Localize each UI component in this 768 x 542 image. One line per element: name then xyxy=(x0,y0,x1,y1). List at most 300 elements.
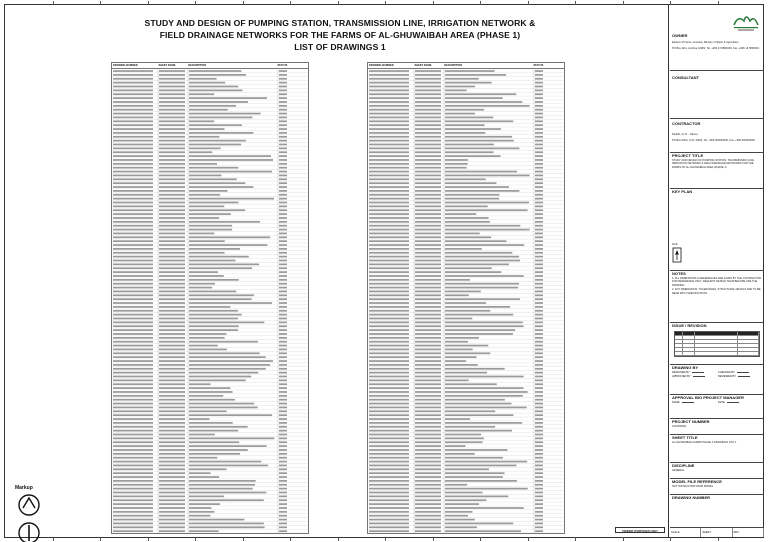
table-row xyxy=(368,352,564,355)
table-row xyxy=(368,461,564,464)
table-row xyxy=(112,449,308,452)
table-row xyxy=(368,267,564,270)
consultant-section xyxy=(670,71,764,119)
table-row xyxy=(368,488,564,491)
table-row xyxy=(368,202,564,205)
notes-section xyxy=(670,271,764,323)
table-row xyxy=(368,252,564,255)
border-tick xyxy=(718,537,719,541)
table-row xyxy=(112,175,308,178)
table-row xyxy=(112,407,308,410)
consultant-title: CONSULTANT xyxy=(672,75,699,80)
table-row xyxy=(368,499,564,502)
table-row xyxy=(112,109,308,112)
table-row xyxy=(368,403,564,406)
reviewed-by-label: REVIEWED BY xyxy=(718,375,737,379)
table-row xyxy=(368,159,564,162)
table-row xyxy=(368,480,564,483)
table-row xyxy=(112,236,308,239)
table-row xyxy=(112,291,308,294)
col-drawing-number: DRAWING NUMBER xyxy=(113,64,138,67)
signature-row xyxy=(670,375,764,379)
north-label: North xyxy=(672,243,678,246)
table-row xyxy=(112,337,308,340)
table-row xyxy=(368,271,564,274)
table-row xyxy=(112,298,308,301)
table-row xyxy=(368,93,564,96)
approval-section xyxy=(670,395,764,419)
table-row xyxy=(112,376,308,379)
table-row xyxy=(112,287,308,290)
table-row xyxy=(368,97,564,100)
table-row xyxy=(368,298,564,301)
table-row xyxy=(368,434,564,437)
table-row xyxy=(368,484,564,487)
table-row xyxy=(368,155,564,158)
table-row xyxy=(368,283,564,286)
table-row xyxy=(368,372,564,375)
table-row xyxy=(368,233,564,236)
table-row xyxy=(112,198,308,201)
table-row xyxy=(112,271,308,274)
table-row xyxy=(112,379,308,382)
markup-label: Markup xyxy=(15,485,33,491)
table-row xyxy=(368,120,564,123)
table-row xyxy=(112,426,308,429)
table-row xyxy=(112,275,308,278)
table-row xyxy=(368,329,564,332)
table-row xyxy=(368,74,564,77)
drawing-title xyxy=(105,17,575,53)
table-row xyxy=(368,407,564,410)
border-tick xyxy=(53,537,54,541)
table-row xyxy=(368,426,564,429)
table-row xyxy=(112,356,308,359)
table-row xyxy=(368,414,564,417)
table-row xyxy=(368,441,564,444)
checked-by-label: CHECKED BY xyxy=(718,371,735,374)
table-row xyxy=(112,368,308,371)
table-row xyxy=(368,337,564,340)
sheet-info-cells xyxy=(670,527,764,537)
border-tick xyxy=(623,537,624,541)
reviewed-by xyxy=(718,375,764,379)
table-row xyxy=(112,101,308,104)
table-row xyxy=(112,244,308,247)
drawing-area xyxy=(5,5,669,537)
border-tick xyxy=(338,537,339,541)
drawing-list-table-left xyxy=(111,62,309,534)
table-row xyxy=(368,78,564,81)
table-row xyxy=(112,468,308,471)
table-row xyxy=(112,248,308,251)
table-row xyxy=(368,240,564,243)
owner-address-1: Eastern Province, Al-Hasa, Ministry of Water & Agriculture xyxy=(672,41,739,44)
table-row xyxy=(112,97,308,100)
table-row xyxy=(368,310,564,313)
table-row xyxy=(112,221,308,224)
table-row xyxy=(368,472,564,475)
col-sheet-name: SHEET NAME xyxy=(414,64,432,67)
table-row xyxy=(112,267,308,270)
table-row xyxy=(368,198,564,201)
drawing-number-label: DRAWING NUMBER xyxy=(672,495,710,500)
table-row xyxy=(368,391,564,394)
table-row xyxy=(112,472,308,475)
table-row xyxy=(368,109,564,112)
table-row xyxy=(112,422,308,425)
sheet-title-section xyxy=(670,435,764,463)
approved-by xyxy=(672,375,718,379)
table-row xyxy=(368,147,564,150)
border-tick xyxy=(480,537,481,541)
north-compass-icon xyxy=(17,521,41,542)
table-row xyxy=(368,86,564,89)
table-row xyxy=(112,499,308,502)
north-arrow-icon xyxy=(17,493,41,517)
table-row xyxy=(112,430,308,433)
table-row xyxy=(368,205,564,208)
table-row xyxy=(112,395,308,398)
model-ref-value: NOT INSTRUCTED FROM MODEL xyxy=(672,485,714,488)
table-row xyxy=(112,283,308,286)
table-rows xyxy=(112,69,308,533)
table-row xyxy=(368,279,564,282)
project-title-section xyxy=(670,153,764,189)
table-row xyxy=(368,410,564,413)
table-row xyxy=(112,213,308,216)
table-row xyxy=(368,105,564,108)
table-row xyxy=(112,360,308,363)
table-row xyxy=(112,263,308,266)
table-row xyxy=(112,414,308,417)
table-row xyxy=(368,256,564,259)
table-row xyxy=(368,101,564,104)
revision-cell xyxy=(675,352,683,356)
sheet-title-label: SHEET TITLE xyxy=(672,435,698,440)
border-tick xyxy=(670,537,671,541)
border-tick xyxy=(433,537,434,541)
table-row xyxy=(112,488,308,491)
table-row xyxy=(112,302,308,305)
border-tick xyxy=(195,537,196,541)
table-row xyxy=(112,523,308,526)
table-row xyxy=(368,387,564,390)
table-row xyxy=(368,124,564,127)
revision-cell xyxy=(738,352,759,356)
markup-legend xyxy=(15,485,49,491)
table-row xyxy=(368,453,564,456)
table-row xyxy=(368,314,564,317)
contractor-address-2: PO Box 0000, (C.R. 0000), Tel. +966 000000000, Fax. +966 000000000 xyxy=(672,139,755,142)
table-row xyxy=(368,321,564,324)
table-row xyxy=(368,495,564,498)
table-row xyxy=(112,461,308,464)
border-tick xyxy=(100,537,101,541)
table-row xyxy=(368,190,564,193)
table-row xyxy=(112,418,308,421)
table-row xyxy=(112,70,308,73)
table-row xyxy=(112,364,308,367)
table-row xyxy=(112,82,308,85)
table-row xyxy=(368,144,564,147)
table-row xyxy=(112,93,308,96)
table-row xyxy=(112,341,308,344)
table-row xyxy=(368,225,564,228)
table-row xyxy=(368,175,564,178)
key-plan-section xyxy=(670,189,764,271)
table-row xyxy=(112,78,308,81)
discipline-value: GENERAL xyxy=(672,469,685,472)
table-row xyxy=(368,457,564,460)
table-row xyxy=(368,449,564,452)
table-row xyxy=(112,383,308,386)
notes-label: NOTES xyxy=(672,271,686,276)
table-row xyxy=(112,217,308,220)
table-row xyxy=(368,507,564,510)
table-row xyxy=(112,329,308,332)
table-row xyxy=(368,186,564,189)
table-row xyxy=(368,379,564,382)
table-row xyxy=(368,275,564,278)
table-row xyxy=(112,225,308,228)
table-row xyxy=(368,356,564,359)
table-row xyxy=(112,349,308,352)
table-row xyxy=(112,325,308,328)
table-row xyxy=(368,291,564,294)
table-row xyxy=(368,113,564,116)
table-row xyxy=(112,410,308,413)
owner-section xyxy=(670,5,764,71)
table-row xyxy=(112,120,308,123)
border-tick xyxy=(385,537,386,541)
discipline-section xyxy=(670,463,764,479)
approved-by-label: APPROVED BY xyxy=(672,375,691,379)
col-status: STATUS xyxy=(533,64,544,67)
table-row xyxy=(368,503,564,506)
approval-date-label: DATE xyxy=(718,401,725,404)
table-row xyxy=(112,163,308,166)
table-row xyxy=(112,480,308,483)
table-row xyxy=(368,178,564,181)
table-row xyxy=(368,430,564,433)
table-row xyxy=(112,74,308,77)
table-row xyxy=(368,213,564,216)
border-tick xyxy=(148,537,149,541)
table-row xyxy=(368,437,564,440)
project-title-label: PROJECT TITLE xyxy=(672,153,704,158)
table-row xyxy=(368,492,564,495)
table-row xyxy=(368,526,564,529)
table-row xyxy=(368,132,564,135)
table-row xyxy=(112,155,308,158)
table-row xyxy=(112,178,308,181)
revision-cell xyxy=(695,352,738,356)
table-row xyxy=(112,511,308,514)
table-row xyxy=(368,523,564,526)
table-row xyxy=(368,140,564,143)
key-plan-north xyxy=(670,243,680,246)
contractor-section xyxy=(670,119,764,153)
title-line-1: STUDY AND DESIGN OF PUMPING STATION, TRANSMISSION LINE, IRRIGATION NETWORK & xyxy=(144,18,536,28)
table-row xyxy=(368,182,564,185)
table-row xyxy=(368,465,564,468)
table-row xyxy=(368,383,564,386)
table-row xyxy=(368,128,564,131)
table-row xyxy=(112,190,308,193)
title-line-3: LIST OF DRAWINGS 1 xyxy=(294,42,386,52)
table-row xyxy=(112,167,308,170)
table-row xyxy=(112,202,308,205)
model-ref-label: MODEL FILE REFERENCE xyxy=(672,479,722,484)
table-row xyxy=(368,368,564,371)
border-tick xyxy=(243,537,244,541)
table-row xyxy=(112,159,308,162)
table-row xyxy=(112,465,308,468)
north-arrow-icon xyxy=(672,247,682,263)
table-row xyxy=(112,503,308,506)
table-row xyxy=(112,484,308,487)
tender-purposes-stamp: TENDER PURPOSES ONLY xyxy=(615,527,665,533)
col-status: STATUS xyxy=(277,64,288,67)
table-row xyxy=(368,511,564,514)
table-row xyxy=(112,147,308,150)
table-row xyxy=(368,229,564,232)
col-description: DESCRIPTION xyxy=(444,64,462,67)
table-row xyxy=(112,476,308,479)
project-title-text: STUDY AND DESIGN OF PUMPING STATION, TRANSMISSION LINE, IRRIGATION NETWORK & FIELD DRAINAGE NETWORKS FOR THE FARMS OF AL-GHUWAIBAH AREA (PHASE 1) xyxy=(672,159,755,169)
table-row xyxy=(112,256,308,259)
table-row xyxy=(368,476,564,479)
issue-revision-label: ISSUE / REVISION xyxy=(672,323,707,328)
project-number-value: 2107/0/0001 xyxy=(672,425,687,428)
drawn-by-label: DRAWING BY xyxy=(672,365,698,370)
table-row xyxy=(368,399,564,402)
table-row xyxy=(112,186,308,189)
table-row xyxy=(368,82,564,85)
table-row xyxy=(368,117,564,120)
table-row xyxy=(368,171,564,174)
table-row xyxy=(112,128,308,131)
table-row xyxy=(112,233,308,236)
table-row xyxy=(368,89,564,92)
ministry-logo-icon xyxy=(730,11,762,33)
table-row xyxy=(368,302,564,305)
table-row xyxy=(112,117,308,120)
table-row xyxy=(112,105,308,108)
table-row xyxy=(112,209,308,212)
table-row xyxy=(368,248,564,251)
table-row xyxy=(112,445,308,448)
border-ticks-bottom xyxy=(5,537,763,541)
designed-by-label: DESIGNED BY xyxy=(672,371,690,374)
border-tick xyxy=(290,537,291,541)
table-row xyxy=(368,263,564,266)
table-row xyxy=(368,194,564,197)
table-row xyxy=(112,321,308,324)
table-row xyxy=(112,89,308,92)
table-row xyxy=(368,163,564,166)
table-row xyxy=(112,519,308,522)
col-description: DESCRIPTION xyxy=(188,64,206,67)
contractor-address-1: Riyadh, (C.R. - Name) xyxy=(672,133,698,136)
table-row xyxy=(112,372,308,375)
table-row xyxy=(368,468,564,471)
title-block-panel xyxy=(670,5,764,537)
table-row xyxy=(112,144,308,147)
table-row xyxy=(112,434,308,437)
table-row xyxy=(368,70,564,73)
project-number-label: PROJECT NUMBER xyxy=(672,419,710,424)
table-row xyxy=(112,151,308,154)
project-number-section xyxy=(670,419,764,435)
table-row xyxy=(112,526,308,529)
table-row xyxy=(368,360,564,363)
table-row xyxy=(368,325,564,328)
table-row xyxy=(112,399,308,402)
table-row xyxy=(112,314,308,317)
issue-revision-section xyxy=(670,323,764,365)
drawing-number-section xyxy=(670,495,764,527)
table-row xyxy=(368,515,564,518)
table-row xyxy=(112,194,308,197)
table-row xyxy=(112,457,308,460)
table-row xyxy=(112,279,308,282)
table-row xyxy=(112,124,308,127)
table-row xyxy=(112,140,308,143)
table-row xyxy=(368,345,564,348)
table-row xyxy=(368,167,564,170)
table-row xyxy=(368,445,564,448)
scale-cell: SCALE xyxy=(670,528,701,537)
drawing-list-table-right xyxy=(367,62,565,534)
approval-label: APPROVAL BIO PROJECT MANAGER xyxy=(672,395,744,400)
table-row xyxy=(368,136,564,139)
table-row xyxy=(112,345,308,348)
table-row xyxy=(368,260,564,263)
table-row xyxy=(112,333,308,336)
table-row xyxy=(112,515,308,518)
table-row xyxy=(112,387,308,390)
contractor-title: CONTRACTOR xyxy=(672,121,701,126)
table-row xyxy=(112,495,308,498)
rev-cell: REV xyxy=(733,528,764,537)
revision-table xyxy=(674,331,760,357)
discipline-label: DISCIPLINE xyxy=(672,463,695,468)
table-row xyxy=(368,519,564,522)
table-row xyxy=(368,341,564,344)
table-row xyxy=(368,236,564,239)
table-row xyxy=(112,310,308,313)
table-row xyxy=(112,318,308,321)
table-row xyxy=(368,151,564,154)
revision-row xyxy=(675,352,759,356)
border-tick xyxy=(575,537,576,541)
table-row xyxy=(112,132,308,135)
title-line-2: FIELD DRAINAGE NETWORKS FOR THE FARMS OF AL-GHUWAIBAH AREA (PHASE 1) xyxy=(159,30,521,40)
table-row xyxy=(112,441,308,444)
owner-address-2: PO Box 1111, Al-Ahsa 31982, Tel. +966 13 5800000, Fax. +966 13 5800001 xyxy=(672,47,760,50)
table-row xyxy=(112,453,308,456)
note-2: 2. ANY DIMENSIONS, TOLERANCES, STRUCTURAL DETAILS ARE TO BE READ WITH SPECIFICATION. xyxy=(672,288,761,295)
col-drawing-number: DRAWING NUMBER xyxy=(369,64,394,67)
table-row xyxy=(368,209,564,212)
table-row xyxy=(368,349,564,352)
table-row xyxy=(368,318,564,321)
sheet-cell: SHEET xyxy=(701,528,732,537)
table-row xyxy=(112,437,308,440)
table-row xyxy=(112,492,308,495)
